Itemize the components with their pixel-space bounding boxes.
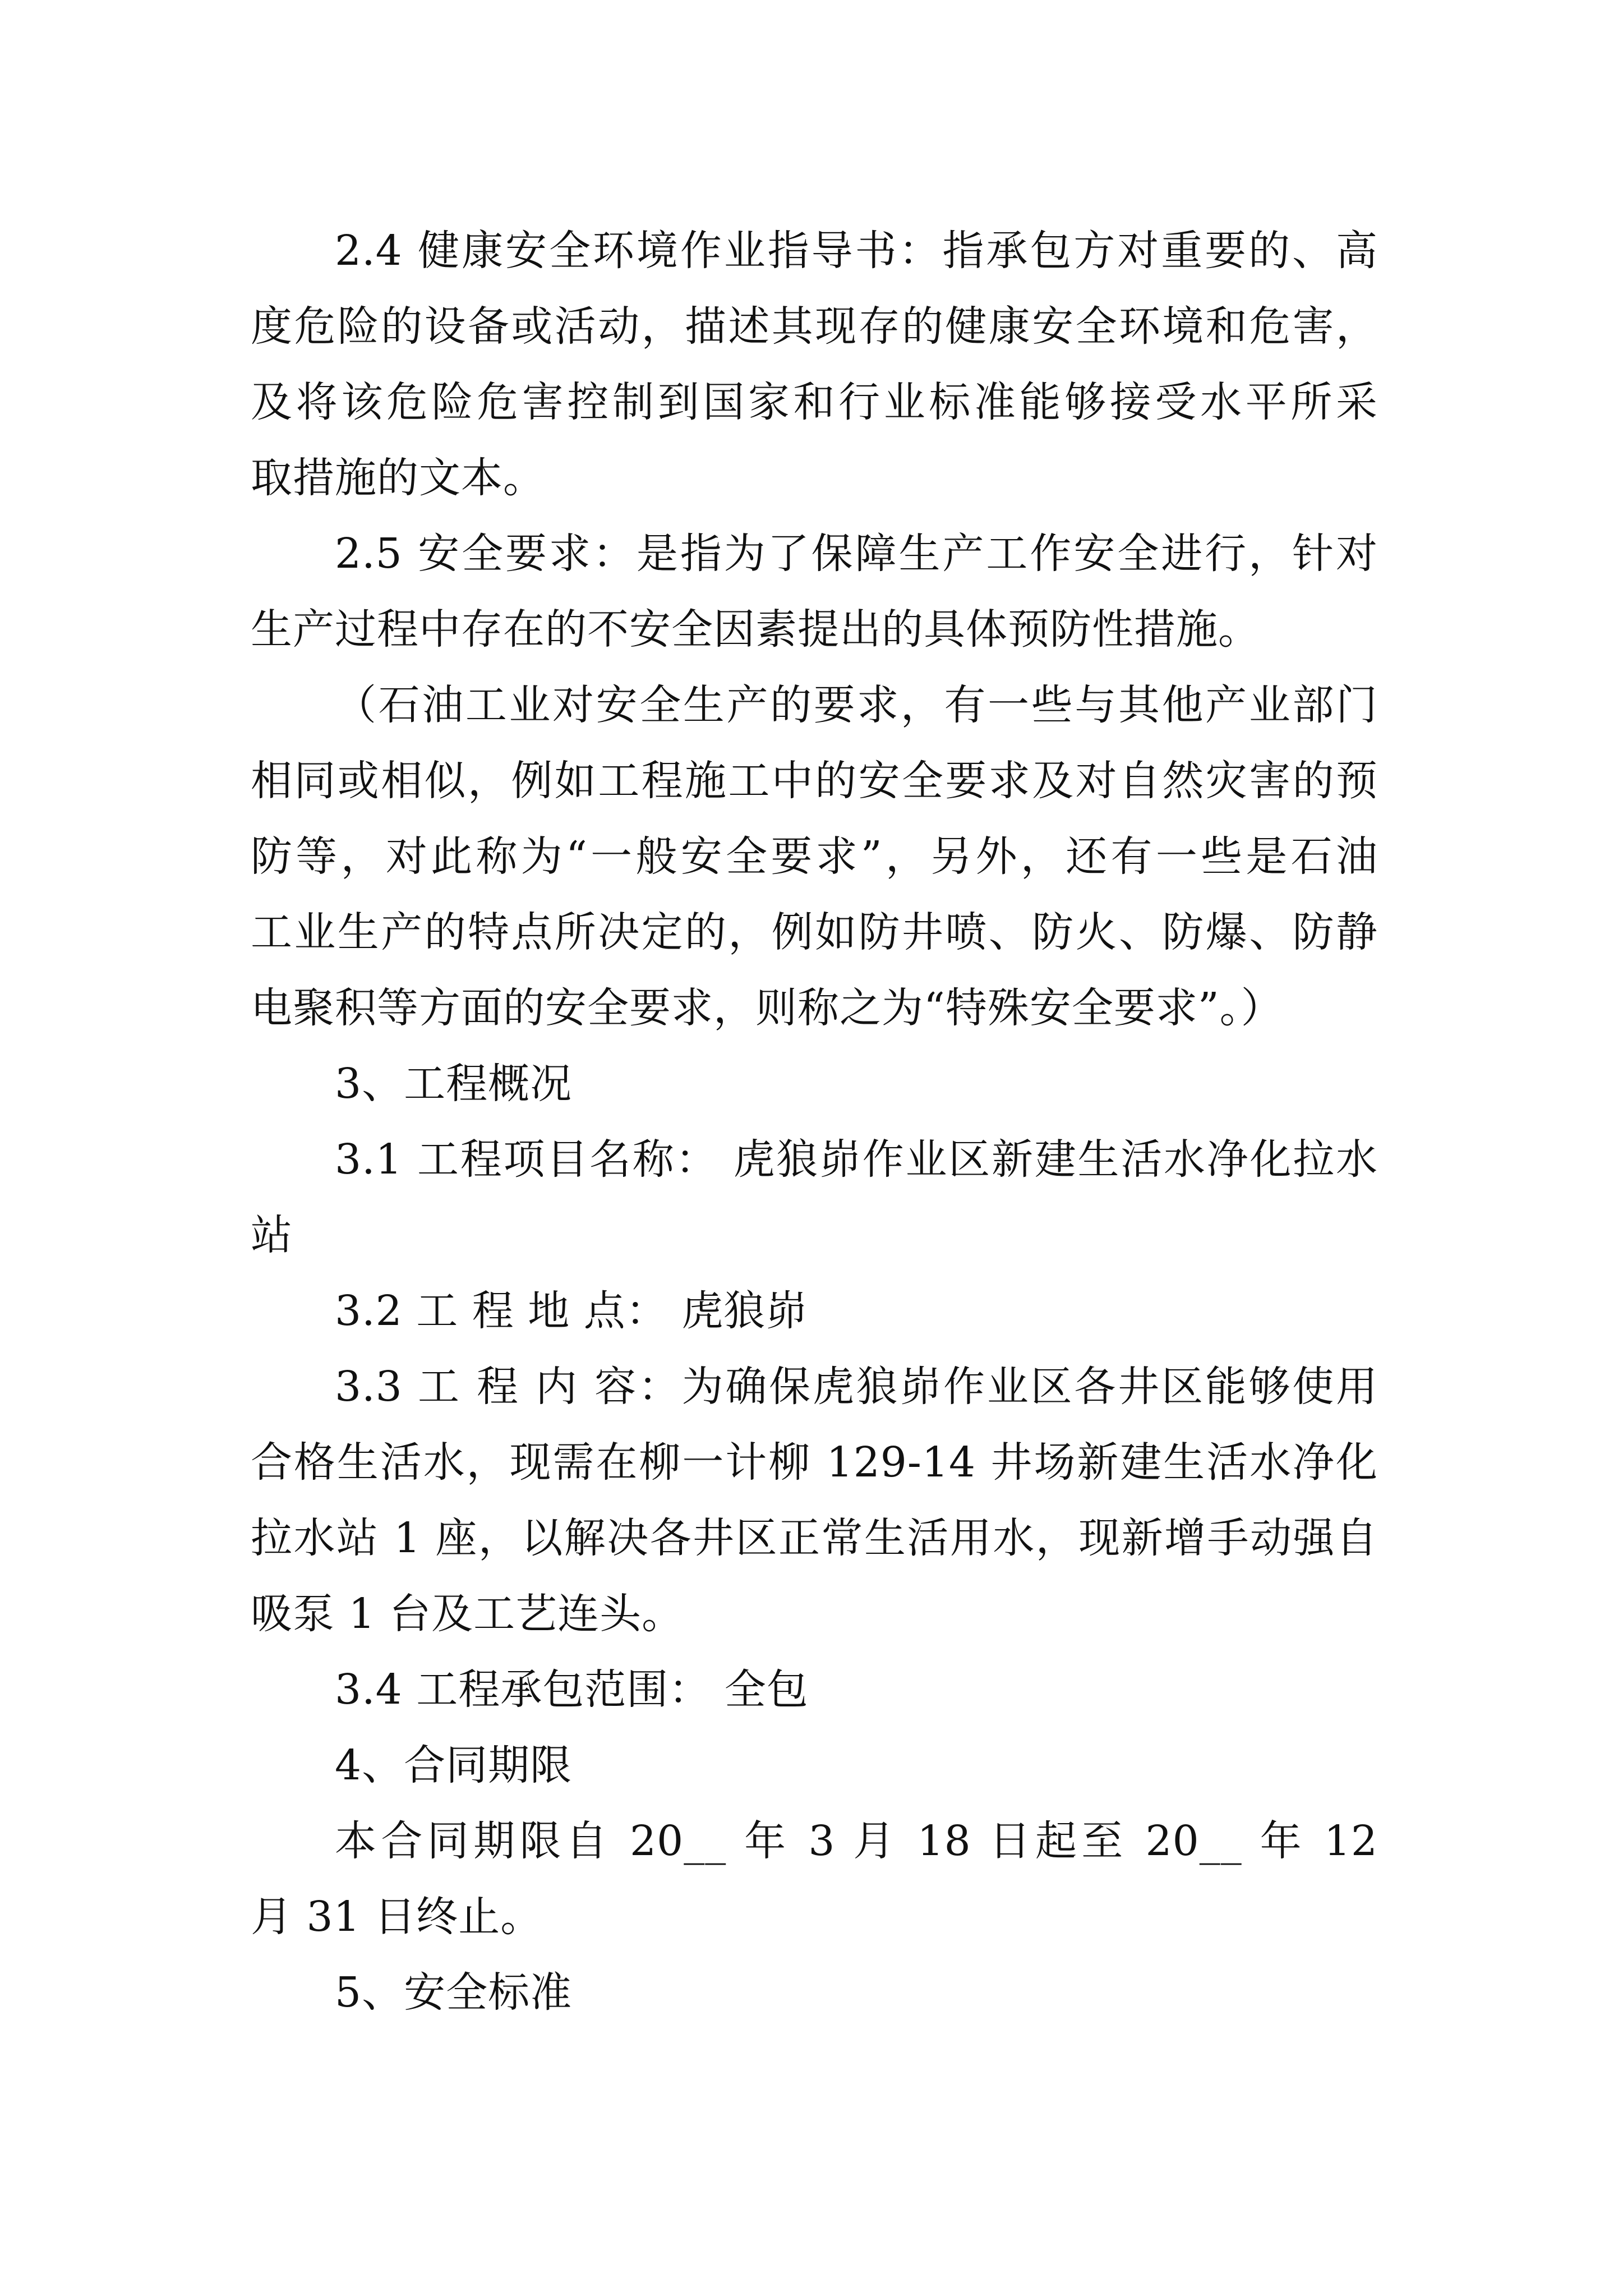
item-3-3-line-2: 合格生活水，现需在柳一计柳 129-14 井场新建生活水净化 xyxy=(251,1438,1378,1487)
paragraph-2-4-line-3: 及将该危险危害控制到国家和行业标准能够接受水平所采 xyxy=(251,378,1378,426)
contract-term-line-2: 月 31 日终止。 xyxy=(251,1893,543,1941)
section-5-heading: 5、安全标准 xyxy=(335,1968,573,2017)
paragraph-note-line-1: （石油工业对安全生产的要求，有一些与其他产业部门 xyxy=(335,681,1378,729)
paragraph-2-5-line-2: 生产过程中存在的不安全因素提出的具体预防性措施。 xyxy=(251,605,1260,654)
paragraph-note-line-3: 防等，对此称为“一般安全要求”，另外，还有一些是石油 xyxy=(251,832,1378,881)
paragraph-note-line-2: 相同或相似，例如工程施工中的安全要求及对自然灾害的预 xyxy=(251,757,1378,805)
item-3-2: 3.2 工 程 地 点： 虎狼峁 xyxy=(335,1287,808,1335)
paragraph-note-line-4: 工业生产的特点所决定的，例如防井喷、防火、防爆、防静 xyxy=(251,908,1378,956)
item-3-3-line-1: 3.3 工 程 内 容：为确保虎狼峁作业区各井区能够使用 xyxy=(335,1363,1378,1411)
item-3-1-line-1: 3.1 工程项目名称： 虎狼峁作业区新建生活水净化拉水 xyxy=(335,1135,1378,1184)
item-3-1-line-2: 站 xyxy=(251,1211,293,1259)
paragraph-2-5-line-1: 2.5 安全要求：是指为了保障生产工作安全进行，针对 xyxy=(335,530,1378,578)
paragraph-2-4-line-1: 2.4 健康安全环境作业指导书：指承包方对重要的、高 xyxy=(335,227,1378,275)
item-3-3-line-3: 拉水站 1 座，以解决各井区正常生活用水，现新增手动强自 xyxy=(251,1514,1378,1562)
contract-term-line-1: 本合同期限自 20__ 年 3 月 18 日起至 20__ 年 12 xyxy=(335,1817,1378,1865)
item-3-4: 3.4 工程承包范围： 全包 xyxy=(335,1665,809,1714)
paragraph-note-line-5: 电聚积等方面的安全要求，则称之为“特殊安全要求”。） xyxy=(251,984,1283,1032)
document-page xyxy=(251,213,1378,2031)
paragraph-2-4-line-4: 取措施的文本。 xyxy=(251,454,545,502)
item-3-3-line-4: 吸泵 1 台及工艺连头。 xyxy=(251,1590,684,1638)
section-4-heading: 4、合同期限 xyxy=(335,1741,573,1789)
paragraph-2-4-line-2: 度危险的设备或活动，描述其现存的健康安全环境和危害， xyxy=(251,302,1378,351)
section-3-heading: 3、工程概况 xyxy=(335,1060,573,1108)
